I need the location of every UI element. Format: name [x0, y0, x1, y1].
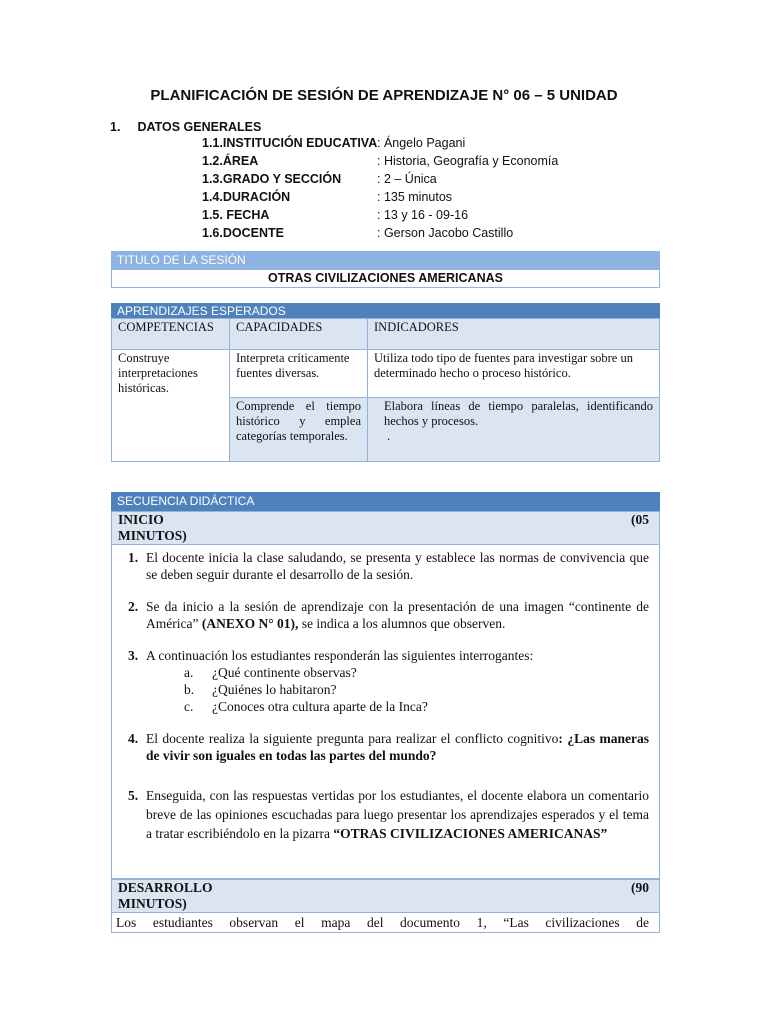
general-row-duracion	[202, 190, 452, 207]
step-3: 3. A continuación los estudiantes responderán las siguientes interrogantes: a. ¿Qué continente observas? b. ¿Quiénes lo habitaron? c. ¿Conoces otra cultura aparte de la Inca?	[112, 647, 649, 715]
step-2: 2. Se da inicio a la sesión de aprendizaje con la presentación de una imagen “continente de América” (ANEXO N° 01), se indica a los alumnos que observen.	[128, 599, 649, 631]
step-5: 5. Enseguida, con las respuestas vertidas por los estudiantes, el docente elabora un comentario breve de las opiniones escuchadas para luego presentar los aprendizajes esperados y el tema a tratar escribiéndolo en la pizarra “OTRAS CIVILIZACIONES AMERICANAS”	[128, 788, 649, 841]
section-number: 1.	[110, 120, 121, 134]
capacidad-cell: Comprende el tiempo histórico y emplea categorías temporales.	[230, 398, 368, 462]
inicio-minutes-cont: MINUTOS)	[118, 528, 187, 543]
inicio-minutes: (05	[631, 512, 649, 527]
learning-table	[111, 318, 660, 462]
inicio-phase	[111, 511, 660, 545]
general-label: 1.5. FECHA	[202, 208, 270, 222]
indicador-cell	[368, 398, 660, 462]
general-row-docente	[202, 226, 513, 243]
col-indicadores: INDICADORES	[368, 319, 660, 350]
general-value: : Gerson Jacobo Castillo	[377, 226, 514, 240]
inicio-section	[111, 511, 660, 933]
col-capacidades: CAPACIDADES	[230, 319, 368, 350]
inicio-content	[111, 545, 660, 879]
learning-header: APRENDIZAJES ESPERADOS	[111, 303, 660, 319]
general-label: 1.4.DURACIÓN	[202, 190, 291, 204]
general-label: 1.2.ÁREA	[202, 154, 259, 168]
general-value: : Historia, Geografía y Economía	[377, 154, 559, 168]
inicio-steps	[112, 549, 659, 843]
general-label: 1.3.GRADO Y SECCIÓN	[202, 172, 342, 186]
desarrollo-phase	[111, 879, 660, 913]
col-competencias: COMPETENCIAS	[112, 319, 230, 350]
general-row-institucion	[202, 136, 465, 153]
session-title-header: TITULO DE LA SESIÓN	[111, 251, 660, 269]
general-value: : Ángelo Pagani	[377, 136, 466, 150]
general-value: : 2 – Única	[377, 172, 437, 186]
question-a: a. ¿Qué continente observas?	[184, 665, 357, 680]
session-title-value: OTRAS CIVILIZACIONES AMERICANAS	[111, 269, 660, 288]
desarrollo-content: Los estudiantes observan el mapa del documento 1, “Las civilizaciones de	[111, 913, 660, 933]
general-row-area	[202, 154, 558, 171]
competencia-cell: Construye interpretaciones históricas.	[112, 350, 230, 462]
step-1-text: El docente inicia la clase saludando, se presenta y establece las normas de convivencia que se deben seguir durante el desarrollo de la sesión.	[146, 550, 649, 582]
question-c: c. ¿Conoces otra cultura aparte de la Inca?	[184, 699, 428, 714]
indicador-text: Elabora líneas de tiempo paralelas, identificando hechos y procesos.	[384, 399, 653, 428]
step-1: 1. El docente inicia la clase saludando, se presenta y establece las normas de convivencia que se deben seguir durante el desarrollo de la sesión.	[128, 550, 649, 582]
indicador-cell: Utiliza todo tipo de fuentes para investigar sobre un determinado hecho o proceso histórico.	[368, 350, 660, 398]
desarrollo-minutes: (90	[631, 880, 649, 895]
general-label: 1.6.DOCENTE	[202, 226, 284, 240]
general-label: 1.1.INSTITUCIÓN EDUCATIVA	[202, 136, 378, 150]
desarrollo-label: DESARROLLO	[118, 880, 213, 895]
sequence-header: SECUENCIA DIDÁCTICA	[111, 492, 660, 511]
general-row-fecha	[202, 208, 468, 225]
section-heading-general	[110, 120, 261, 134]
general-row-grado	[202, 172, 437, 189]
page-title: PLANIFICACIÓN DE SESIÓN DE APRENDIZAJE N° 06 – 5 UNIDAD	[150, 87, 618, 104]
question-b: b. ¿Quiénes lo habitaron?	[184, 682, 337, 697]
capacidad-cell: Interpreta críticamente fuentes diversas.	[230, 350, 368, 398]
inicio-label: INICIO	[118, 512, 164, 527]
step-4: 4. El docente realiza la siguiente pregunta para realizar el conflicto cognitivo: ¿Las maneras de vivir son iguales en todas las partes del mundo?	[128, 731, 650, 763]
desarrollo-minutes-cont: MINUTOS)	[118, 896, 187, 911]
indicador-extra: .	[387, 429, 391, 443]
section-heading-text: DATOS GENERALES	[137, 120, 262, 134]
general-value: : 13 y 16 - 09-16	[377, 208, 469, 222]
general-value: : 135 minutos	[377, 190, 453, 204]
